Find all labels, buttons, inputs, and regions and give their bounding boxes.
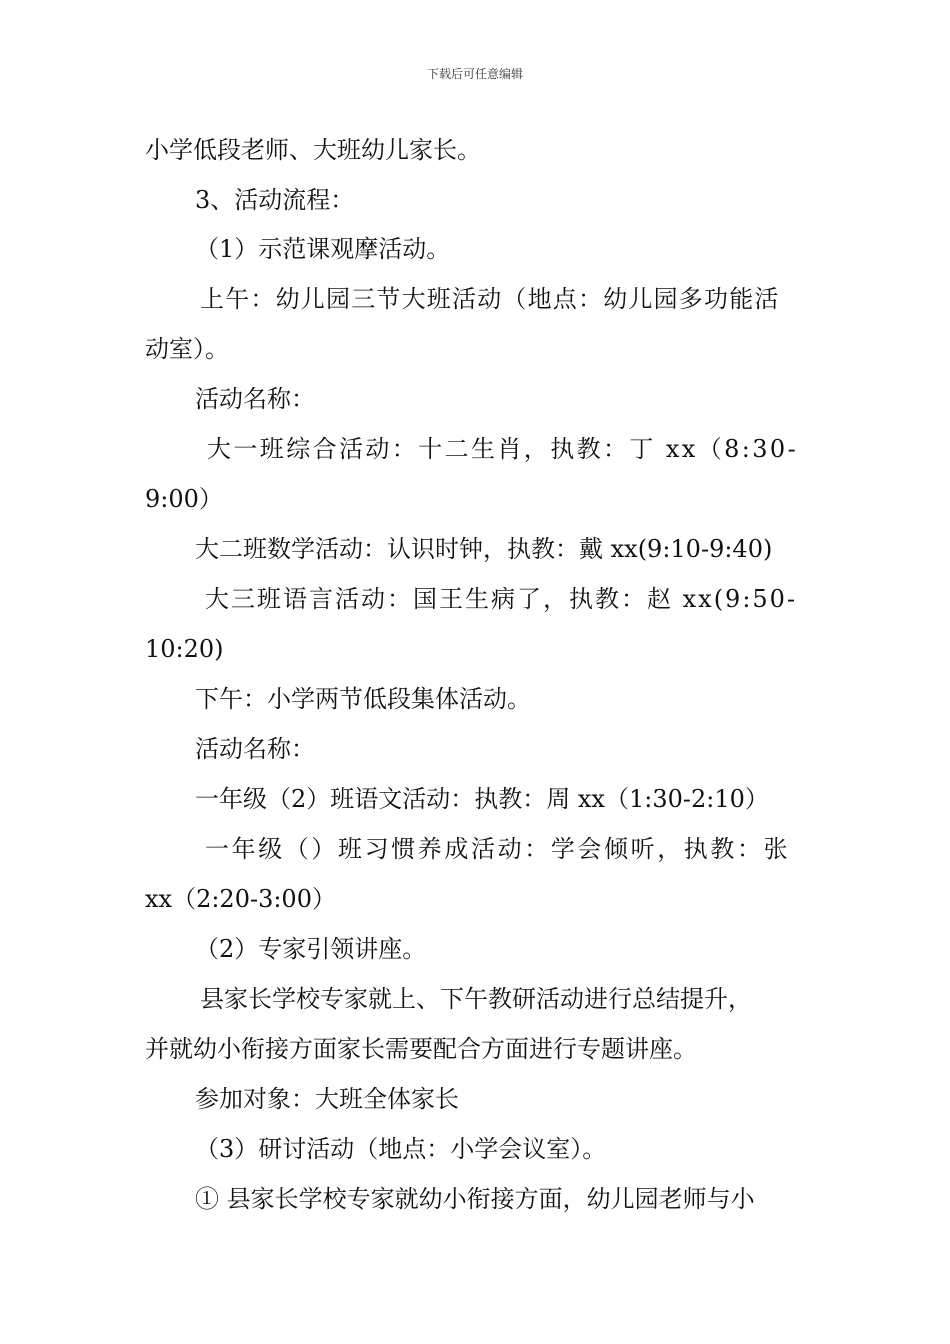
- text-line: 大一班综合活动：十二生肖，执教：丁 xx（8:30-: [207, 435, 799, 463]
- text-line: 小学低段老师、大班幼儿家长。: [145, 136, 481, 164]
- text-line: 县家长学校专家就上、下午教研活动进行总结提升，: [200, 985, 752, 1013]
- page-header: 下载后可任意编辑: [426, 67, 523, 81]
- text-line: 上午：幼儿园三节大班活动（地点：幼儿园多功能活: [200, 285, 780, 313]
- text-line: ① 县家长学校专家就幼小衔接方面，幼儿园老师与小: [195, 1185, 755, 1213]
- text-line: 3、活动流程：: [195, 186, 355, 214]
- text-line: 活动名称：: [195, 735, 315, 763]
- text-line: 一年级（2）班语文活动：执教：周 xx（1:30-2:10）: [195, 785, 769, 813]
- text-line: 一年级（）班习惯养成活动：学会倾听，执教：张: [205, 835, 791, 863]
- text-line: （3）研讨活动（地点：小学会议室）。: [195, 1135, 607, 1163]
- text-line: 大三班语言活动：国王生病了，执教：赵 xx(9:50-: [205, 585, 798, 613]
- text-line: （1）示范课观摩活动。: [195, 235, 451, 263]
- text-line: 9:00）: [145, 485, 223, 513]
- text-line: 下午：小学两节低段集体活动。: [195, 685, 531, 713]
- text-line: 并就幼小衔接方面家长需要配合方面进行专题讲座。: [145, 1035, 697, 1063]
- text-line: 10:20): [145, 635, 224, 663]
- text-line: xx（2:20-3:00）: [145, 885, 336, 913]
- text-line: 参加对象：大班全体家长: [195, 1085, 459, 1113]
- text-line: 大二班数学活动：认识时钟，执教：戴 xx(9:10-9:40): [195, 535, 773, 563]
- text-line: 活动名称：: [195, 385, 315, 413]
- text-line: （2）专家引领讲座。: [195, 935, 427, 963]
- text-line: 动室）。: [145, 335, 229, 363]
